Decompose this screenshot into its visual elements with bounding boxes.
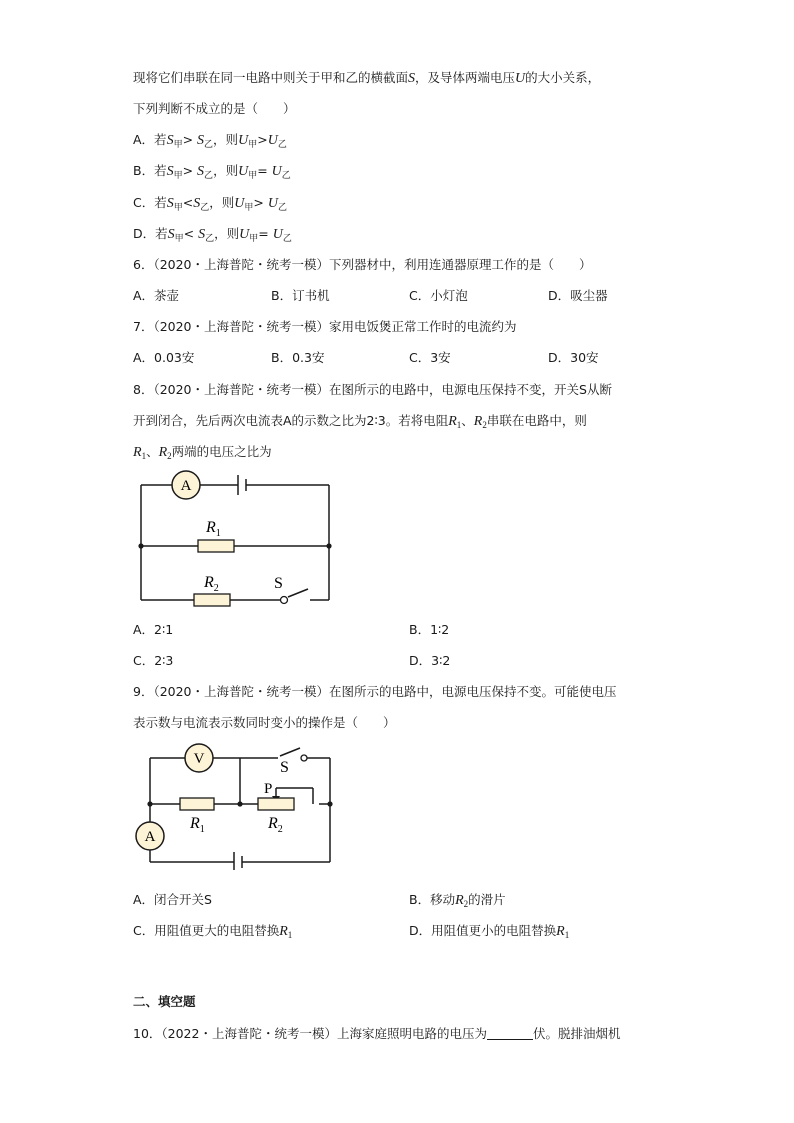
q8-ammeter-label: A [180, 478, 192, 494]
q8-resistor-r2 [194, 594, 230, 606]
q5-option-b-sub-u2: 乙 [281, 170, 291, 180]
q5-option-b [133, 161, 291, 181]
q5-option-b-label: B．若 [133, 163, 167, 178]
q8-option-c: C．2∶3 [133, 653, 174, 668]
q5-option-c-sub-s1: 甲 [173, 202, 183, 212]
q5-option-c-sub-s2: 乙 [200, 202, 210, 212]
q5-var-s: S [408, 71, 416, 86]
q6-option-a: A．茶壶 [133, 288, 180, 303]
q10-stem [133, 1024, 620, 1042]
q5-option-d-op1: < [183, 226, 199, 241]
q8-r1-label: $R_1$ [206, 519, 221, 539]
q5-option-d-op2: = [258, 226, 273, 241]
q9-slider-label: P [264, 781, 273, 797]
q5-option-d-mid: ，则 [214, 226, 240, 241]
q8-var-r1b: R [133, 445, 142, 460]
q5-option-d-var-s2: S [198, 227, 206, 242]
q8-r2-label: $R_2$ [204, 574, 219, 594]
q5-option-d-sub-u2: 乙 [282, 233, 292, 243]
q7-option-b: B．0.3安 [271, 350, 325, 365]
q5-var-u: U [515, 71, 526, 86]
q5-option-c-op2: > [253, 195, 268, 210]
q5-option-b-var-s2: S [197, 164, 205, 179]
q10-stem-b: 伏。脱排油烟机 [532, 1026, 621, 1041]
q8-option-a: A．2∶1 [133, 622, 174, 637]
q5-option-d-sub-u1: 甲 [249, 233, 259, 243]
q9-voltmeter-label: V [193, 751, 205, 767]
q5-option-c-mid: ，则 [209, 195, 235, 210]
q10-stem-a: 10．（2022・上海普陀・统考一模）上海家庭照明电路的电压为 [133, 1026, 487, 1041]
q5-stem-line1 [133, 68, 600, 87]
q8-circuit-diagram [130, 465, 340, 610]
q5-option-a-sub-u2: 乙 [277, 139, 287, 149]
q5-option-b-var-u2: U [271, 164, 282, 179]
q5-option-a-mid: ，则 [213, 132, 239, 147]
q6-option-d: D．吸尘器 [548, 288, 608, 303]
q5-option-b-op1: > [182, 163, 198, 178]
q5-option-d [133, 224, 292, 244]
q5-option-a-var-u2: U [267, 133, 278, 148]
q9-option-a-text: A．闭合开关S [133, 892, 212, 907]
q8-var-r2: R [473, 414, 483, 429]
q6-option-c: C．小灯泡 [409, 288, 468, 303]
q9-option-c-var: R [279, 924, 288, 939]
section-heading: 二、填空题 [133, 994, 196, 1009]
q5-option-a-op2: > [257, 132, 268, 147]
q9-option-d-text: D．用阻值更小的电阻替换 [409, 923, 557, 938]
q5-option-d-var-s1: S [167, 227, 175, 242]
q8-stem-line2 [133, 411, 587, 430]
q5-option-c-sub-u1: 甲 [244, 202, 254, 212]
q8-comma: 、 [461, 413, 474, 428]
q8-var-r2-sub: 2 [482, 420, 487, 430]
q5-option-c-var-s2: S [193, 196, 201, 211]
q8-stem-line2-text: 开到闭合，先后两次电流表A的示数之比为2∶3。若将电阻 [133, 413, 449, 428]
q9-rheostat-r2 [258, 798, 294, 810]
q5-option-c-sub-u2: 乙 [277, 202, 287, 212]
q8-comma-b: 、 [146, 444, 159, 459]
q9-option-c [133, 921, 292, 940]
q5-option-b-op2: = [257, 163, 272, 178]
q9-r2-label: $R_2$ [268, 815, 283, 835]
q9-option-d-sub: 1 [564, 930, 570, 940]
q9-ammeter-label: A [144, 829, 156, 845]
q8-option-d: D．3∶2 [409, 653, 451, 668]
q5-option-c [133, 193, 287, 213]
q5-option-d-sub-s1: 甲 [174, 233, 184, 243]
q8-junction-right [326, 543, 331, 548]
q5-option-b-var-u1: U [238, 164, 249, 179]
q5-option-b-sub-s1: 甲 [173, 170, 183, 180]
q7-option-c: C．3安 [409, 350, 451, 365]
q5-option-a-sub-u1: 甲 [248, 139, 258, 149]
q5-option-a-var-u1: U [238, 133, 249, 148]
q9-junction-left [147, 801, 152, 806]
q8-stem-line2-end: 串联在电路中，则 [486, 413, 587, 428]
q5-option-c-var-u2: U [267, 196, 278, 211]
q9-switch-contact [301, 755, 307, 761]
q9-r1-label: $R_1$ [190, 815, 205, 835]
q9-option-b [409, 890, 506, 909]
q5-option-b-sub-u1: 甲 [248, 170, 258, 180]
q9-resistor-r1 [180, 798, 214, 810]
q8-option-b: B．1∶2 [409, 622, 450, 637]
q7-option-a: A．0.03安 [133, 350, 195, 365]
q9-switch-label: S [280, 759, 289, 776]
q8-var-r2b: R [158, 445, 168, 460]
q5-option-a-var-s2: S [197, 133, 205, 148]
q5-option-a-op1: > [182, 132, 198, 147]
q6-option-b: B．订书机 [271, 288, 330, 303]
q5-option-a [133, 130, 287, 150]
q5-option-d-sub-s2: 乙 [205, 233, 215, 243]
q5-option-a-sub-s1: 甲 [173, 139, 183, 149]
q9-option-b-text: B．移动 [409, 892, 456, 907]
q5-option-c-var-s1: S [166, 196, 174, 211]
q9-option-d [409, 921, 569, 940]
q10-answer-blank[interactable] [487, 1027, 533, 1040]
q8-junction-left [138, 543, 143, 548]
q9-junction-right [327, 801, 332, 806]
q5-option-a-var-s1: S [166, 133, 174, 148]
q5-option-c-var-u1: U [234, 196, 245, 211]
q9-stem-line2: 表示数与电流表示数同时变小的操作是（ ） [133, 715, 396, 730]
q8-resistor-r1 [198, 540, 234, 552]
q9-option-b-tail: 的滑片 [468, 892, 506, 907]
q5-option-c-label: C．若 [133, 195, 167, 210]
q9-option-a [133, 890, 212, 908]
q5-option-d-label: D．若 [133, 226, 168, 241]
q9-option-b-sub: 2 [463, 899, 469, 909]
q5-stem-text-c: 的大小关系， [525, 70, 601, 85]
q9-junction-mid [237, 801, 242, 806]
q5-option-a-sub-s2: 乙 [204, 139, 214, 149]
q9-stem-line1: 9．（2020・上海普陀・统考一模）在图所示的电路中，电源电压保持不变。可能使电压 [133, 684, 617, 699]
q8-stem-line3 [133, 442, 272, 461]
q9-option-d-var: R [556, 924, 565, 939]
q5-option-d-var-u1: U [239, 227, 250, 242]
q8-var-r1: R [448, 414, 457, 429]
q5-stem-text-b: ，及导体两端电压 [415, 70, 516, 85]
q9-option-b-var: R [455, 893, 464, 908]
q9-circuit-diagram [130, 738, 345, 870]
q8-var-r1-sub: 1 [456, 420, 462, 430]
q8-var-r2b-sub: 2 [167, 451, 172, 461]
q9-option-c-text: C．用阻值更大的电阻替换 [133, 923, 280, 938]
q7-stem: 7．（2020・上海普陀・统考一模）家用电饭煲正常工作时的电流约为 [133, 319, 517, 334]
q6-stem: 6．（2020・上海普陀・统考一模）下列器材中，利用连通器原理工作的是（ ） [133, 257, 592, 272]
q5-stem-text-a: 现将它们串联在同一电路中则关于甲和乙的横截面 [133, 70, 409, 85]
q5-option-d-var-u2: U [272, 227, 283, 242]
q5-option-b-sub-s2: 乙 [204, 170, 214, 180]
q8-stem-line3-end: 两端的电压之比为 [171, 444, 272, 459]
q5-option-a-label: A．若 [133, 132, 167, 147]
q8-var-r1b-sub: 1 [141, 451, 147, 461]
q7-option-d: D．30安 [548, 350, 599, 365]
q5-option-c-op1: < [182, 195, 194, 210]
q5-option-b-mid: ，则 [213, 163, 239, 178]
q8-switch-contact [281, 597, 288, 604]
q9-option-c-sub: 1 [287, 930, 293, 940]
q5-option-b-var-s1: S [166, 164, 174, 179]
q8-stem-line1: 8．（2020・上海普陀・统考一模）在图所示的电路中，电源电压保持不变，开关S从断 [133, 382, 612, 397]
q5-stem-line2: 下列判断不成立的是（ ） [133, 101, 296, 116]
q8-switch-label: S [274, 575, 283, 592]
